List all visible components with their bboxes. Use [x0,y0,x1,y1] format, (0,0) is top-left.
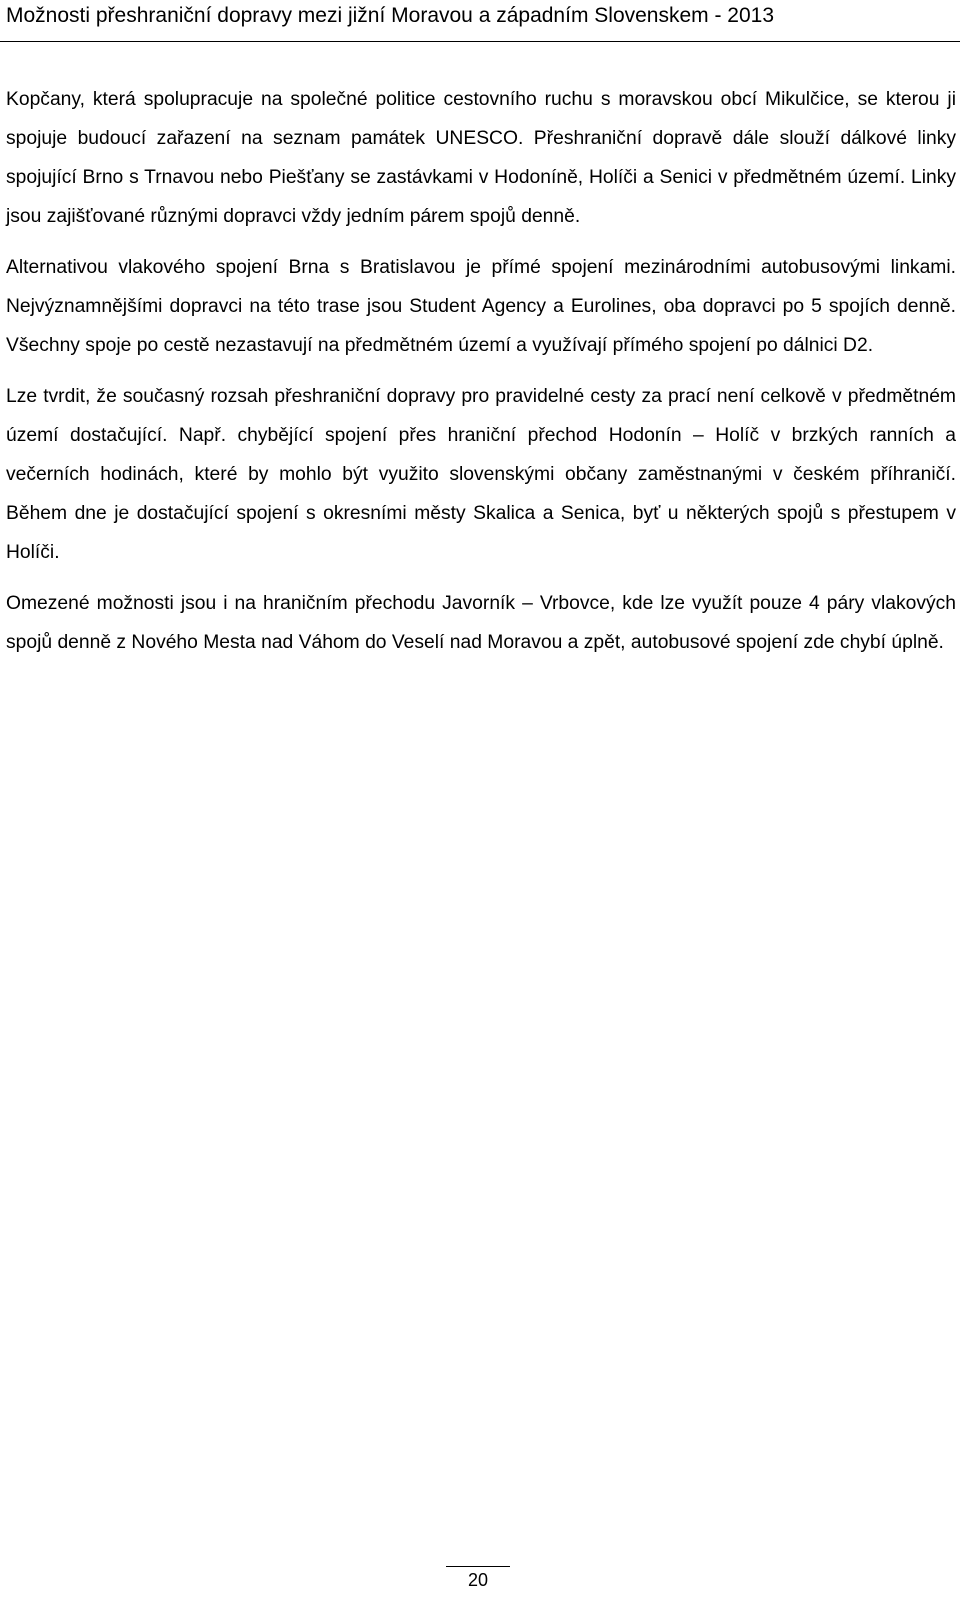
paragraph-bus-lines: Kopčany, která spolupracuje na společné politice cestovního ruchu s moravskou obcí Mikulčice, se kterou ji spojuje budoucí zařazení na seznam památek UNESCO. Přeshraniční dopravě dále slouží dálkové linky spojující Brno s Trnavou nebo Piešťany se zastávkami v Hodoníně, Holíči a Senici v předmětném území. Linky jsou zajišťované různými dopravci vždy jedním párem spojů denně. [6,89,956,227]
paragraph-international-buses: Alternativou vlakového spojení Brna s Bratislavou je přímé spojení mezinárodními autobusovými linkami. Nejvýznamnějšími dopravci na této trase jsou Student Agency a Eurolines, oba dopravci po 5 spojích denně. Všechny spoje po cestě nezastavují na předmětném území a využívají přímého spojení po dálnici D2. [6,257,956,356]
paragraph-javornik-crossing: Omezené možnosti jsou i na hraničním přechodu Javorník – Vrbovce, kde lze využít pouze 4 páry vlakových spojů denně z Nového Mesta nad Váhom do Veselí nad Moravou a zpět, autobusové spojení zde chybí úplně. [6,593,956,653]
paragraph-insufficient-transport: Lze tvrdit, že současný rozsah přeshraniční dopravy pro pravidelné cesty za prací není celkově v předmětném území dostačující. Např. chybějící spojení přes hraniční přechod Hodonín – Holíč v brzkých ranních a večerních hodinách, které by mohlo být využito slovenskými občany zaměstnanými v českém příhraničí. Během dne je dostačující spojení s okresními městy Skalica a Senica, byť u některých spojů s přestupem v Holíči. [6,386,956,563]
body-text [6,80,956,674]
footer-rule [446,1566,510,1567]
document-title: Možnosti přeshraniční dopravy mezi jižní Moravou a západním Slovenskem - 2013 [6,4,775,27]
page-header [0,0,960,42]
page-number: 20 [467,1570,489,1590]
